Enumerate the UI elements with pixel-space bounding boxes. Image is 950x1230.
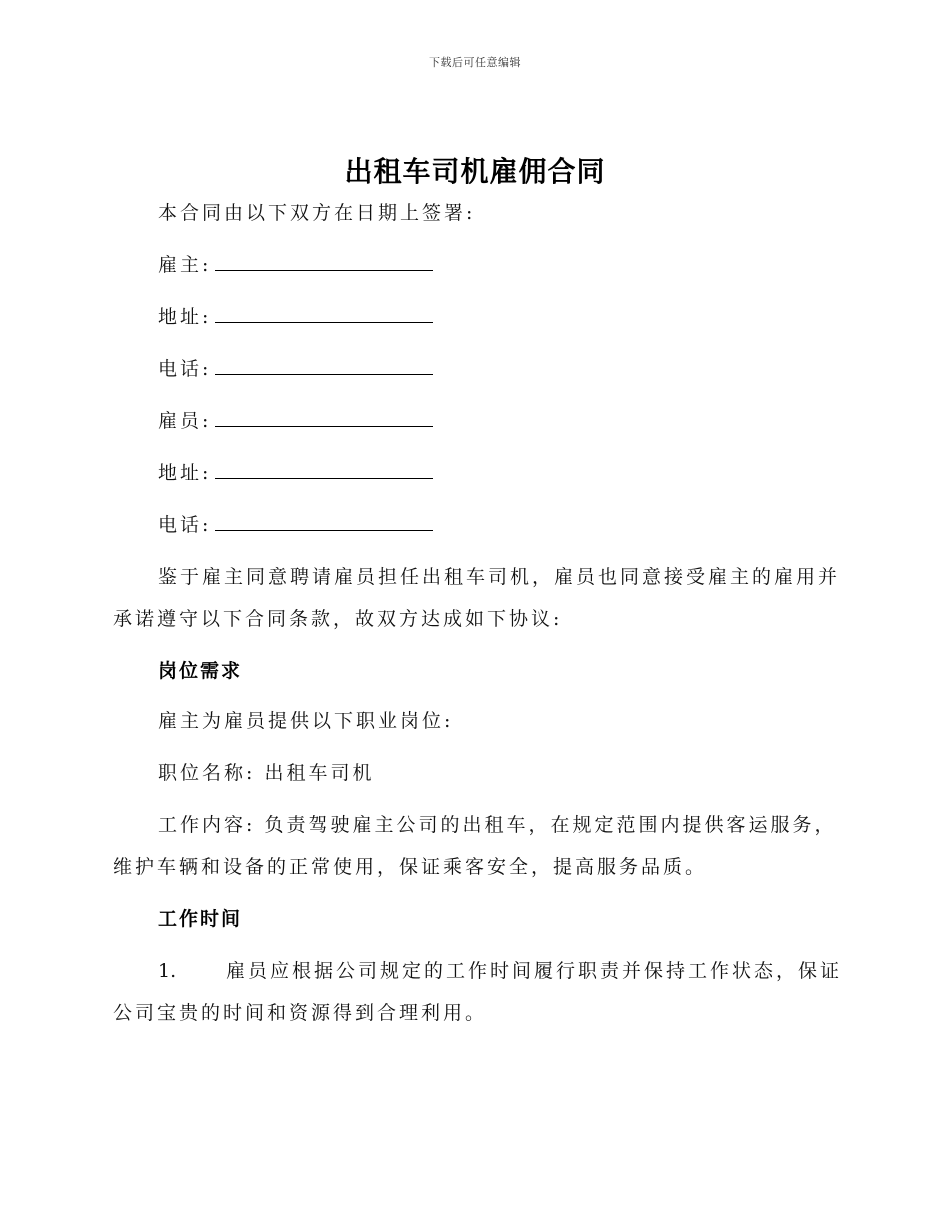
field-label: 雇主: [158,254,212,276]
field-label: 地址: [158,462,212,484]
item-number: 1. [158,960,177,982]
employer-address-field [158,302,433,329]
field-label: 雇员: [158,410,212,432]
employee-field [158,406,433,433]
header-note: 下载后可任意编辑 [429,56,521,69]
section-heading-hours: 工作时间 [158,908,243,930]
employee-address-field [158,458,433,485]
employer-phone-field [158,354,433,381]
blank-line [215,252,433,271]
item-text: 雇员应根据公司规定的工作时间履行职责并保持工作状态，保证 [226,960,843,982]
field-label: 地址: [158,306,212,328]
document-title: 出租车司机雇佣合同 [344,155,606,188]
blank-line [215,304,433,323]
field-label: 电话: [158,358,212,380]
blank-line [215,512,433,531]
blank-line [215,460,433,479]
preamble-line-2: 承诺遵守以下合同条款，故双方达成如下协议: [113,608,563,630]
job-content-line-2: 维护车辆和设备的正常使用，保证乘客安全，提高服务品质。 [113,856,708,878]
section-heading-position: 岗位需求 [158,660,243,682]
employee-phone-field [158,510,433,537]
position-title: 职位名称: 出租车司机 [158,762,375,784]
job-content-line-1: 工作内容: 负责驾驶雇主公司的出租车，在规定范围内提供客运服务， [158,814,837,836]
field-label: 电话: [158,514,212,536]
preamble-line-1: 鉴于雇主同意聘请雇员担任出租车司机，雇员也同意接受雇主的雇用并 [158,566,841,588]
blank-line [215,408,433,427]
intro-text: 本合同由以下双方在日期上签署: [158,202,476,224]
position-intro: 雇主为雇员提供以下职业岗位: [158,710,454,732]
hours-item-1-line-2: 公司宝贵的时间和资源得到合理利用。 [113,1002,488,1024]
hours-item-1-line-1 [158,956,842,983]
employer-field [158,250,433,277]
blank-line [215,356,433,375]
